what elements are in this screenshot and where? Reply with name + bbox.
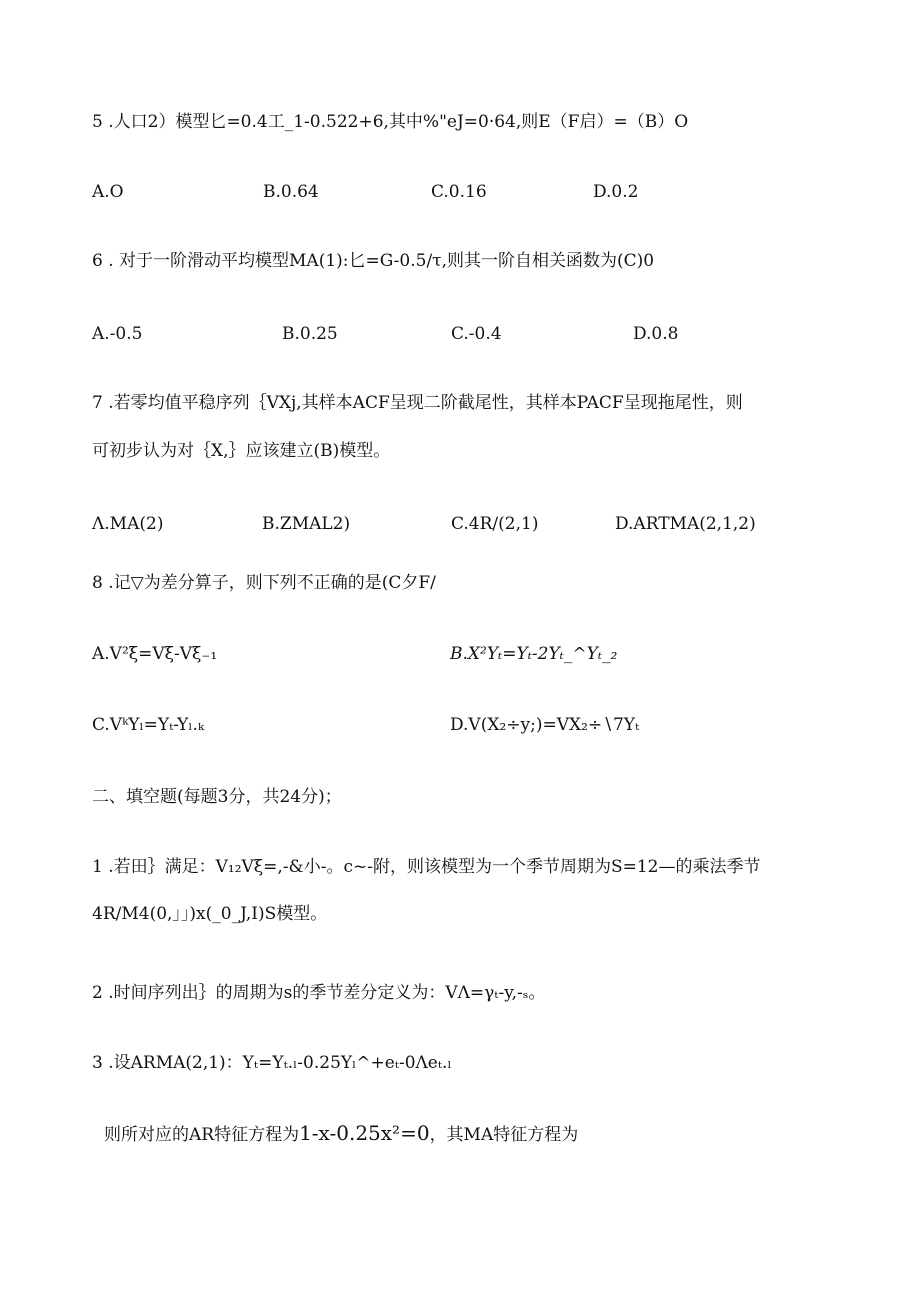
q7-option-a: Λ.MA(2) bbox=[92, 514, 164, 534]
q8-option-d: D.V(X₂÷y;)=VX₂÷∖7Yₜ bbox=[450, 715, 640, 735]
ar-characteristic-equation: 1-x-0.25x²=0 bbox=[299, 1121, 430, 1145]
section-2-heading: 二、填空题(每题3分，共24分)； bbox=[92, 787, 342, 807]
q5-option-b: B.0.64 bbox=[263, 182, 319, 202]
q5-stem: 5 .人口2）模型匕=0.4工_1-0.522+6,其中%"eJ=0·64,则E（F启）=（B）O bbox=[92, 112, 689, 132]
q8-option-c: C.VᵏYₗ=Yₜ-Yₗ.ₖ bbox=[92, 715, 205, 735]
q8-stem: 8 .记▽为差分算子，则下列不正确的是(C夕F/ bbox=[92, 573, 436, 593]
q5-option-c: C.0.16 bbox=[431, 182, 487, 202]
q7-stem-line2: 可初步认为对｛X,｝应该建立(B)模型。 bbox=[92, 441, 391, 461]
fill3-line2-prefix: 则所对应的AR特征方程为 bbox=[104, 1125, 300, 1145]
q6-option-c: C.-0.4 bbox=[451, 324, 502, 344]
q5-option-d: D.0.2 bbox=[593, 182, 639, 202]
q5-option-a: A.O bbox=[92, 182, 124, 202]
fill3-line1: 3 .设ARMA(2,1)：Yₜ=Yₜ.ₗ-0.25Yₗ^+eₜ-0Λeₜ.ₗ bbox=[92, 1053, 452, 1073]
q6-stem: 6 . 对于一阶滑动平均模型MA(1):匕=G-0.5∕τ,则其一阶自相关函数为(C)0 bbox=[92, 251, 655, 271]
fill3-line2-suffix: ，其MA特征方程为 bbox=[429, 1125, 579, 1145]
q7-option-c: C.4R∕(2,1) bbox=[451, 514, 539, 534]
q8-option-a: A.V²ξ=Vξ-Vξ₋₁ bbox=[92, 644, 218, 664]
fill1-line1: 1 .若田｝满足：V₁₂Vξ=,-&小-。c~-附，则该模型为一个季节周期为S=12—的乘法季节 bbox=[92, 857, 761, 877]
q8-option-b: B.X²Yₜ=Yₜ-2Yₜ_^Yₜ_₂ bbox=[450, 644, 618, 664]
q6-option-a: A.-0.5 bbox=[92, 324, 143, 344]
fill2-line1: 2 .时间序列出｝的周期为s的季节差分定义为：VΛ=γₜ-y,-ₛ。 bbox=[92, 983, 546, 1003]
q7-option-b: B.ZMAL2) bbox=[262, 514, 351, 534]
q7-stem-line1: 7 .若零均值平稳序列｛VXj,其样本ACF呈现二阶截尾性，其样本PACF呈现拖尾性，则 bbox=[92, 393, 743, 413]
q7-option-d: D.ARTMA(2,1,2) bbox=[615, 514, 756, 534]
q6-option-d: D.0.8 bbox=[633, 324, 679, 344]
fill3-line2 bbox=[104, 1122, 578, 1146]
q6-option-b: B.0.25 bbox=[282, 324, 338, 344]
fill1-line2: 4R∕M4(0,」」)x(_0_J,I)S模型。 bbox=[92, 904, 328, 924]
